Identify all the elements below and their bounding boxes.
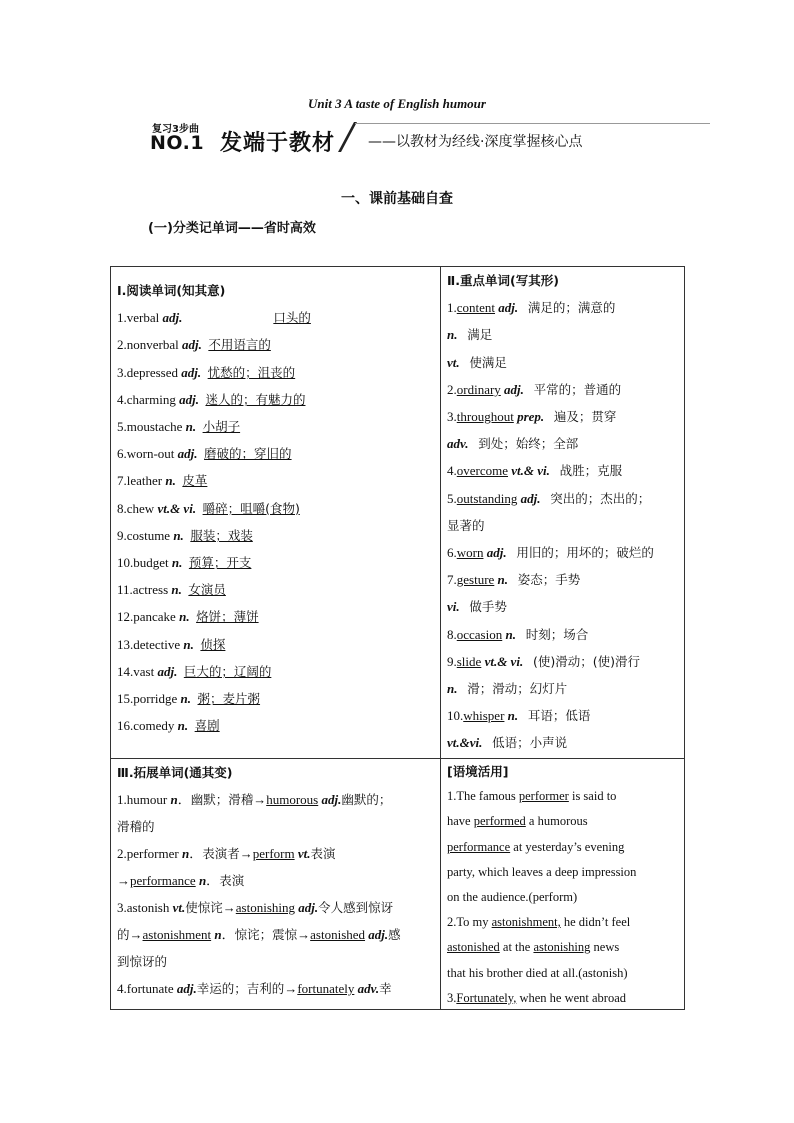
key-word-number: 10.	[447, 708, 464, 724]
section-title: 一、课前基础自查	[341, 191, 453, 207]
reading-meaning: 小胡子	[202, 419, 241, 435]
key-word: worn	[456, 545, 484, 561]
context-use-cell	[447, 759, 683, 1011]
key-pos: vi.	[447, 599, 460, 615]
key-word: gesture	[456, 572, 495, 588]
reading-word: 16.comedy	[117, 718, 175, 734]
key-meaning: 显著的	[447, 517, 485, 533]
key-meaning: 突出的；杰出的；	[550, 490, 651, 506]
key-pos: vt.	[447, 354, 460, 370]
reading-word-row	[117, 522, 435, 549]
banner-top-rule	[355, 123, 710, 124]
key-pos: n.	[447, 327, 458, 343]
reading-word: 8.chew	[117, 500, 155, 516]
key-meaning: 战胜；克服	[559, 463, 623, 479]
reading-pos: n.	[168, 555, 183, 571]
reading-pos: vt.& vi.	[154, 500, 197, 516]
key-word: content	[456, 300, 496, 316]
context-sentence-3: 3.Fortunately, when he went abroad	[447, 990, 627, 1005]
context-sentence-1: 1.The famous performer is said to have performed a humorous performance at yesterday’s evening party, which leaves a deep impression on the audience.(perform)	[447, 789, 637, 905]
reading-meaning: 口头的	[273, 310, 311, 326]
key-meaning: 到处；始终；全部	[478, 436, 579, 452]
reading-pos: n.	[168, 582, 182, 598]
reading-word-row	[117, 386, 435, 413]
reading-word: 14.vast	[117, 663, 155, 679]
key-word-row	[447, 349, 681, 376]
reading-pos: n.	[174, 718, 189, 734]
key-word-number: 8.	[447, 626, 457, 642]
key-meaning: 满足的；满意的	[527, 300, 616, 316]
key-word-row	[447, 702, 681, 729]
key-word-row	[447, 621, 681, 648]
reading-meaning: 忧愁的；沮丧的	[207, 364, 296, 380]
banner-number: NO.1	[150, 132, 205, 154]
reading-word: 11.actress	[117, 582, 169, 598]
sub-title: (一)分类记单词——省时高效	[148, 221, 316, 236]
key-pos: n.	[447, 681, 458, 697]
key-word-number: 6.	[447, 545, 457, 561]
reading-meaning: 不用语言的	[208, 337, 271, 353]
key-word: occasion	[456, 626, 503, 642]
key-word-row	[447, 294, 681, 321]
key-word-row	[447, 566, 681, 593]
key-word-number: 1.	[447, 300, 457, 316]
key-words-list	[447, 294, 681, 756]
reading-word-row	[117, 549, 435, 576]
reading-pos: n.	[180, 636, 194, 652]
extension-words-cell	[117, 759, 435, 1002]
reading-word: 1.verbal	[117, 310, 160, 326]
key-word: slide	[456, 653, 482, 669]
key-word-number: 3.	[447, 409, 457, 425]
reading-pos: adj.	[178, 337, 202, 353]
reading-word-row	[117, 603, 435, 630]
reading-word-row	[117, 331, 435, 358]
reading-word-row	[117, 685, 435, 712]
reading-word: 5.moustache	[117, 419, 183, 435]
extension-item-1: 1.humour n．幽默；滑稽→humorous adj.幽默的； 滑稽的	[117, 792, 392, 834]
reading-word: 6.worn-out	[117, 446, 175, 462]
key-word-row	[447, 321, 681, 348]
key-meaning: 用旧的；用坏的；破烂的	[516, 545, 654, 561]
key-word-number: 9.	[447, 653, 457, 669]
key-meaning: 使满足	[469, 354, 507, 370]
banner-subtitle: ——以教材为经线·深度掌握核心点	[368, 134, 583, 150]
extension-words-header: Ⅲ.拓展单词(通其变)	[117, 765, 233, 780]
extension-item-4: 4.fortunate adj.幸运的；吉利的→fortunately adv.幸	[117, 981, 392, 996]
reading-pos: n.	[162, 473, 176, 489]
key-meaning: 耳语；低语	[527, 708, 591, 724]
key-word-row	[447, 539, 681, 566]
reading-word: 9.costume	[117, 527, 171, 543]
extension-item-3: 3.astonish vt.使惊诧→astonishing adj.令人感到惊讶 的→astonishment n．惊诧；震惊→astonished adj.感 到惊讶的	[117, 900, 401, 969]
key-word: overcome	[456, 463, 509, 479]
key-pos: vt.&vi.	[447, 735, 483, 751]
key-pos: adv.	[447, 436, 469, 452]
key-word: ordinary	[456, 381, 501, 397]
reading-meaning: 粥；麦片粥	[197, 691, 261, 707]
context-use-header: [语境活用]	[447, 764, 509, 779]
key-word-number: 5.	[447, 490, 457, 506]
key-word: whisper	[463, 708, 505, 724]
reading-words-cell	[117, 277, 435, 739]
reading-meaning: 迷人的；有魅力的	[205, 391, 306, 407]
reading-word-row	[117, 359, 435, 386]
key-word: outstanding	[456, 490, 518, 506]
reading-word-row	[117, 495, 435, 522]
reading-pos: adj.	[154, 663, 178, 679]
banner	[150, 118, 710, 154]
key-words-cell	[447, 267, 681, 757]
key-word-row	[447, 457, 681, 484]
vocab-table	[110, 266, 685, 1010]
banner-slash-divider	[338, 122, 357, 152]
key-word-row	[447, 485, 681, 512]
key-meaning: 满足	[467, 327, 493, 343]
key-meaning: 遍及；贯穿	[553, 409, 617, 425]
key-meaning: 滑；滑动；幻灯片	[467, 681, 568, 697]
key-meaning: 低语；小声说	[492, 735, 568, 751]
reading-meaning: 巨大的；辽阔的	[183, 663, 272, 679]
reading-meaning: 磨破的；穿旧的	[204, 446, 292, 462]
unit-title: Unit 3 A taste of English humour	[308, 96, 486, 111]
key-meaning: (使)滑动；(使)滑行	[532, 653, 640, 669]
reading-pos: n.	[170, 527, 184, 543]
key-pos: n.	[502, 626, 516, 642]
key-word-row	[447, 512, 681, 539]
key-pos: adj.	[500, 381, 524, 397]
reading-word-row	[117, 413, 435, 440]
reading-meaning: 烙饼；薄饼	[196, 609, 259, 625]
key-meaning: 时刻；场合	[525, 626, 589, 642]
reading-meaning: 服装；戏装	[190, 527, 253, 543]
reading-word: 7.leather	[117, 473, 163, 489]
reading-pos: n.	[175, 609, 190, 625]
key-word-number: 2.	[447, 381, 457, 397]
key-word-number: 4.	[447, 463, 457, 479]
key-word-row	[447, 729, 681, 756]
reading-word: 15.porridge	[117, 691, 178, 707]
key-pos: adj.	[517, 490, 541, 506]
reading-word: 12.pancake	[117, 609, 176, 625]
reading-word-row	[117, 631, 435, 658]
reading-words-header: Ⅰ.阅读单词(知其意)	[117, 283, 226, 298]
key-pos: n.	[494, 572, 509, 588]
reading-word-row	[117, 304, 435, 331]
reading-word-row	[117, 712, 435, 739]
reading-pos: n.	[177, 691, 192, 707]
key-word-row	[447, 593, 681, 620]
key-pos: vt.& vi.	[508, 463, 550, 479]
table-vertical-divider	[440, 267, 441, 1010]
reading-meaning: 女演员	[188, 582, 226, 598]
reading-words-list	[117, 304, 435, 739]
extension-item-2: 2.performer n．表演者→perform vt.表演 →performance n．表演	[117, 846, 336, 888]
reading-word: 2.nonverbal	[117, 337, 179, 353]
reading-word-row	[117, 467, 435, 494]
reading-word: 4.charming	[117, 391, 176, 407]
key-word: throughout	[456, 409, 514, 425]
banner-small-label: 复习3步曲	[152, 124, 199, 135]
key-meaning: 姿态；手势	[517, 572, 581, 588]
reading-pos: n.	[182, 419, 197, 435]
context-sentence-2: 2.To my astonishment, he didn’t feel astonished at the astonishing news that his brother died at all.(astonish)	[447, 915, 631, 980]
reading-word: 3.depressed	[117, 364, 179, 380]
key-pos: vt.& vi.	[481, 653, 524, 669]
reading-word: 13.detective	[117, 636, 181, 652]
key-pos: n.	[504, 708, 519, 724]
key-pos: adj.	[495, 300, 519, 316]
reading-word-row	[117, 576, 435, 603]
reading-pos: adj.	[159, 310, 183, 326]
reading-pos: adj.	[175, 391, 199, 407]
reading-pos: adj.	[174, 446, 198, 462]
reading-word-row	[117, 440, 435, 467]
key-word-row	[447, 376, 681, 403]
banner-main-title: 发端于教材	[220, 131, 336, 156]
key-meaning: 平常的；普通的	[533, 381, 622, 397]
reading-word-row	[117, 658, 435, 685]
reading-pos: adj.	[178, 364, 202, 380]
reading-meaning: 皮革	[182, 473, 208, 489]
key-word-row	[447, 430, 681, 457]
reading-meaning: 侦探	[200, 636, 226, 652]
key-words-header: Ⅱ.重点单词(写其形)	[447, 273, 559, 288]
key-word-row	[447, 648, 681, 675]
key-meaning: 做手势	[469, 599, 507, 615]
key-pos: adj.	[483, 545, 507, 561]
reading-word: 10.budget	[117, 555, 169, 571]
reading-meaning: 嚼碎；咀嚼(食物)	[202, 500, 300, 516]
reading-meaning: 喜剧	[194, 718, 220, 734]
key-pos: prep.	[513, 409, 545, 425]
key-word-row	[447, 675, 681, 702]
key-word-number: 7.	[447, 572, 457, 588]
reading-meaning: 预算；开支	[188, 555, 252, 571]
key-word-row	[447, 403, 681, 430]
